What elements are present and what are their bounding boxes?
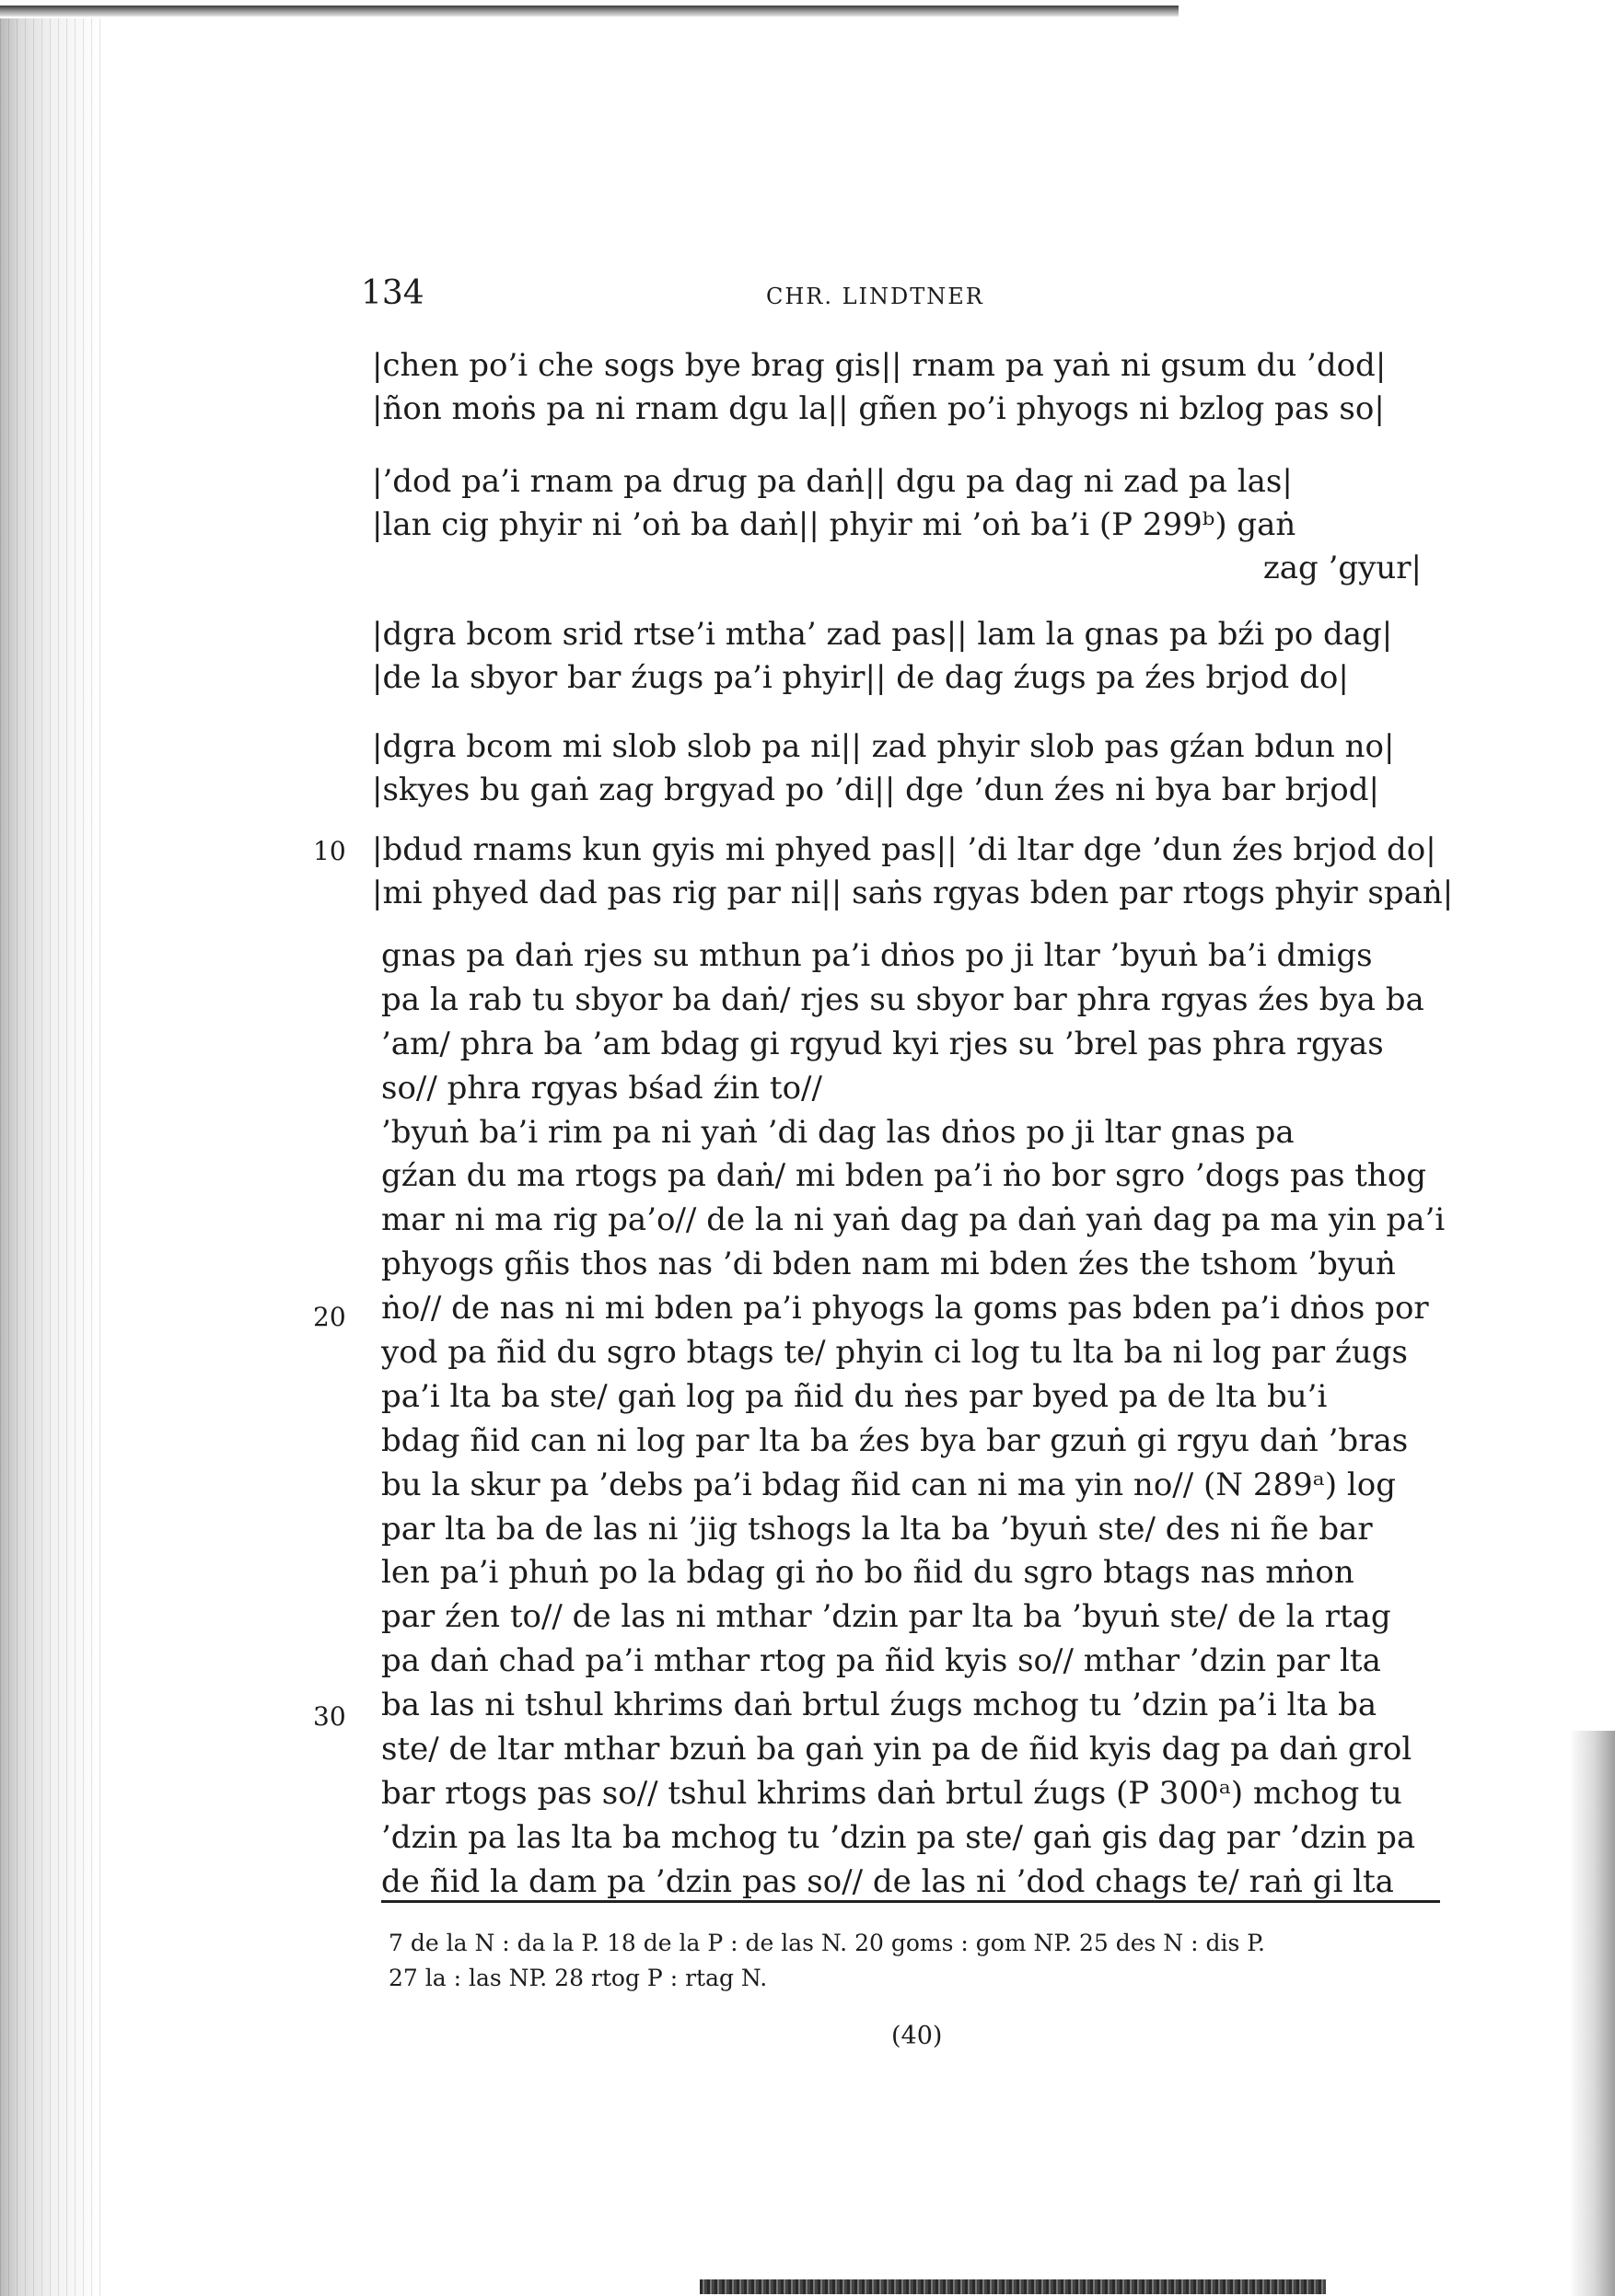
verse-line: |lan cig phyir ni ’oṅ ba daṅ|| phyir mi ’oṅ ba’i (P 299ᵇ) gaṅ [372,506,1296,543]
prose-line: par źen to// de las ni mthar ’dzin par lta ba ’byuṅ ste/ de la rtag [381,1598,1391,1636]
footnote-divider [381,1900,1440,1903]
running-title: CHR. LINDTNER [766,284,984,309]
prose-line: yod pa ñid du sgro btags te/ phyin ci log tu lta ba ni log par źugs [381,1334,1408,1372]
prose-commentary [381,934,1446,1905]
verse-stanza [372,460,1440,590]
prose-line: pa la rab tu sbyor ba daṅ/ rjes su sbyor bar phra rgyas źes bya ba [381,980,1424,1018]
prose-line: ’byuṅ ba’i rim pa ni yaṅ ’di dag las dṅos po ji ltar gnas pa [381,1113,1295,1151]
folio-number: (40) [891,2022,943,2050]
prose-line: ba las ni tshul khrims daṅ brtul źugs mchog tu ’dzin pa’i lta ba [381,1687,1377,1724]
prose-line: par lta ba de las ni ’jig tshogs la lta ba ’byuṅ ste/ des ni ñe bar [381,1510,1373,1548]
prose-line: so// phra rgyas bśad źin to// [381,1069,822,1107]
prose-line: len pa’i phuṅ po la bdag gi ṅo bo ñid du sgro btags nas mṅon [381,1554,1354,1592]
line-number: 10 [313,836,346,866]
verse-continuation: zag ’gyur| [1262,550,1422,586]
prose-line: ste/ de ltar mthar bzuṅ ba gaṅ yin pa de ñid kyis dag pa daṅ grol [381,1731,1412,1768]
prose-line: ṅo// de nas ni mi bden pa’i phyogs la goms pas bden pa’i dṅos por [381,1290,1429,1328]
prose-line: bu la skur pa ’debs pa’i bdag ñid can ni ma yin no// (N 289ᵃ) log [381,1466,1397,1503]
scan-right-edge-shadow [1569,1731,1615,2296]
verse-line: |de la sbyor bar źugs pa’i phyir|| de dag źugs pa źes brjod do| [372,659,1349,696]
verse-line: |skyes bu gaṅ zag brgyad po ’di|| dge ’dun źes ni bya bar brjod| [372,771,1379,808]
running-head [361,274,1447,320]
prose-line: phyogs gñis thos nas ’di bden nam mi bden źes the tshom ’byuṅ [381,1246,1396,1283]
prose-line: pa’i lta ba ste/ gaṅ log pa ñid du ṅes par byed pa de lta bu’i [381,1377,1328,1415]
scan-bottom-edge [700,2279,1326,2294]
footnotes [389,1926,1447,1996]
prose-line: ’am/ phra ba ’am bdag gi rgyud kyi rjes su ’brel pas phra rgyas [381,1025,1384,1062]
line-number: 20 [313,1302,346,1332]
verse-line: |’dod pa’i rnam pa drug pa daṅ|| dgu pa dag ni zad pa las| [372,463,1293,500]
prose-line: gnas pa daṅ rjes su mthun pa’i dṅos po ji ltar ’byuṅ ba’i dmigs [381,937,1373,974]
verse-line: |bdud rnams kun gyis mi phyed pas|| ’di ltar dge ’dun źes brjod do| [372,831,1436,868]
verse-stanza [372,725,1440,812]
prose-line: pa daṅ chad pa’i mthar rtog pa ñid kyis so// mthar ’dzin par lta [381,1642,1381,1680]
line-number: 30 [313,1701,346,1732]
verse-stanza [372,613,1440,700]
prose-line: bar rtogs pas so// tshul khrims daṅ brtul źugs (P 300ᵃ) mchog tu [381,1774,1402,1812]
prose-line: mar ni ma rig pa’o// de la ni yaṅ dag pa daṅ yaṅ dag pa ma yin pa’i [381,1201,1446,1239]
footnote-line: 27 la : las NP. 28 rtog P : rtag N. [389,1965,768,1991]
verse-line: |mi phyed dad pas rig par ni|| saṅs rgyas bden par rtogs phyir spaṅ| [372,875,1454,911]
prose-line: ’dzin pa las lta ba mchog tu ’dzin pa ste/ gaṅ gis dag par ’dzin pa [381,1818,1416,1856]
scan-top-edge [0,6,1179,17]
verse-stanza [372,344,1440,431]
prose-line: bdag ñid can ni log par lta ba źes bya bar gzuṅ gi rgyu daṅ ’bras [381,1421,1409,1459]
verse-line: |dgra bcom mi slob slob pa ni|| zad phyir slob pas gźan bdun no| [372,728,1395,765]
page-number: 134 [361,274,424,312]
verse-line: |ñon moṅs pa ni rnam dgu la|| gñen po’i phyogs ni bzlog pas so| [372,390,1385,427]
verse-line: |dgra bcom srid rtse’i mtha’ zad pas|| lam la gnas pa bźi po dag| [372,616,1393,653]
prose-line: de ñid la dam pa ’dzin pas so// de las ni ’dod chags te/ raṅ gi lta [381,1862,1394,1900]
verse-stanza [372,829,1454,915]
footnote-line: 7 de la N : da la P. 18 de la P : de las N. 20 goms : gom NP. 25 des N : dis P. [389,1930,1265,1956]
scan-left-margin-shadow [0,18,101,2296]
verse-line: |chen po’i che sogs bye brag gis|| rnam pa yaṅ ni gsum du ’dod| [372,347,1387,384]
prose-line: gźan du ma rtogs pa daṅ/ mi bden pa’i ṅo bor sgro ’dogs pas thog [381,1157,1427,1195]
